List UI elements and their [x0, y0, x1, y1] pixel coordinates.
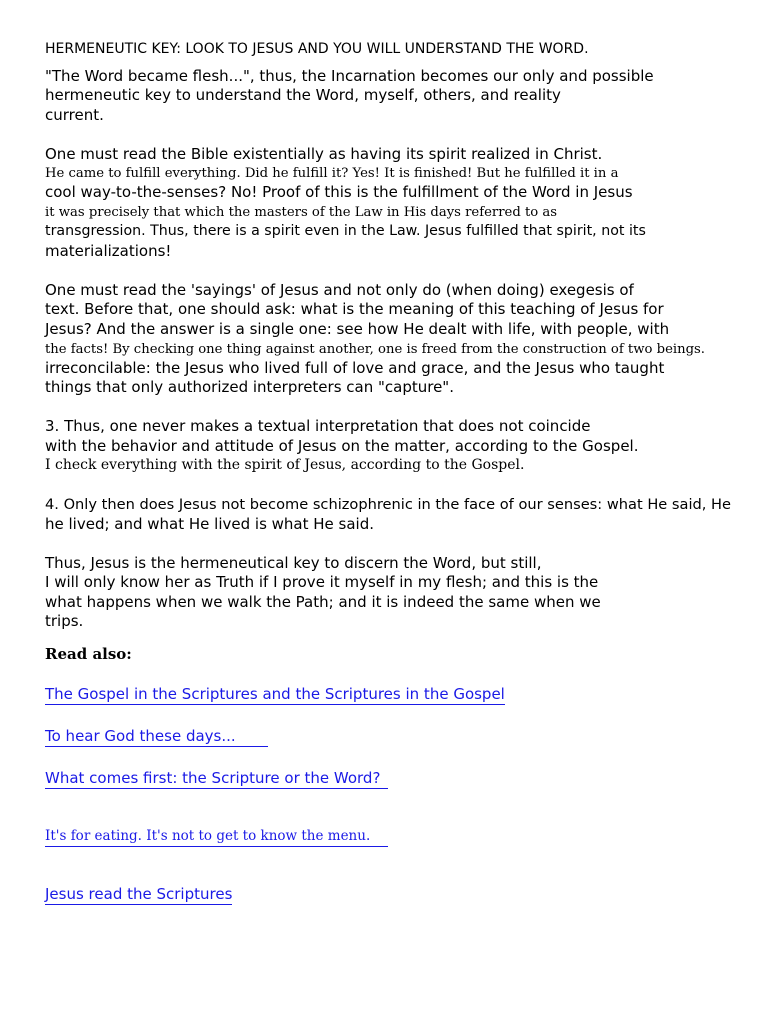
spacer [45, 789, 768, 825]
paragraph-point-4 [45, 495, 768, 534]
related-link-row [45, 884, 768, 905]
paragraph-existential-reading [45, 145, 768, 261]
spacer [45, 705, 768, 726]
link-jesus-read-scriptures[interactable]: Jesus read the Scriptures [45, 884, 233, 903]
read-also-heading: Read also: [45, 644, 132, 663]
spacer [45, 534, 768, 554]
paragraph-incarnation [45, 67, 768, 126]
link-for-eating[interactable]: It's for eating. It's not to get to know the menu. [45, 827, 388, 847]
text-line: 3. Thus, one never makes a textual interpretation that does not coincide [45, 417, 591, 436]
text-line: One must read the Bible existentially as having its spirit realized in Christ. [45, 144, 603, 163]
text-line: Thus, Jesus is the hermeneutical key to discern the Word, but still, [45, 553, 542, 572]
related-link-row [45, 768, 768, 789]
text-line: cool way-to-the-senses? No! Proof of this is the fulfillment of the Word in Jesus [45, 183, 633, 202]
text-line: it was precisely that which the masters of the Law in His days referred to as [45, 205, 558, 221]
text-line: things that only authorized interpreters can "capture". [45, 378, 454, 397]
text-line: materializations! [45, 241, 172, 260]
text-line: hermeneutic key to understand the Word, myself, others, and reality [45, 86, 561, 105]
spacer [45, 398, 768, 418]
link-hear-god[interactable]: To hear God these days... [45, 727, 268, 747]
related-link-row [45, 726, 768, 747]
paragraph-sayings-of-jesus [45, 281, 768, 398]
spacer [45, 125, 768, 145]
spacer [45, 747, 768, 768]
text-line: He came to fulfill everything. Did he fulfill it? Yes! It is finished! But he fulfilled it in a [45, 166, 619, 182]
text-line: current. [45, 105, 104, 124]
text-line: the facts! By checking one thing against another, one is freed from the construction of two beings. [45, 341, 705, 357]
text-line: Jesus? And the answer is a single one: see how He dealt with life, with people, with [45, 319, 670, 338]
text-line: with the behavior and attitude of Jesus on the matter, according to the Gospel. [45, 436, 639, 455]
text-line: "The Word became flesh...", thus, the Incarnation becomes our only and possible [45, 66, 654, 85]
text-line: I will only know her as Truth if I prove it myself in my flesh; and this is the [45, 573, 599, 592]
text-line: text. Before that, one should ask: what is the meaning of this teaching of Jesus for [45, 300, 664, 319]
related-links [45, 664, 768, 905]
link-scripture-or-word[interactable]: What comes first: the Scripture or the Word? [45, 769, 388, 789]
article-body [45, 40, 768, 905]
text-line: he lived; and what He lived is what He said. [45, 514, 375, 533]
text-line: trips. [45, 612, 84, 631]
spacer [45, 664, 768, 684]
spacer [45, 847, 768, 884]
spacer [45, 60, 768, 67]
link-gospel-in-scriptures[interactable]: The Gospel in the Scriptures and the Scriptures in the Gospel [45, 684, 505, 703]
text-line: I check everything with the spirit of Jesus, according to the Gospel. [45, 457, 525, 474]
text-line: transgression. Thus, there is a spirit even in the Law. Jesus fulfilled that spirit, not its [45, 223, 646, 240]
article-heading: HERMENEUTIC KEY: LOOK TO JESUS AND YOU WILL UNDERSTAND THE WORD. [45, 41, 589, 57]
text-line: what happens when we walk the Path; and it is indeed the same when we [45, 592, 601, 611]
related-link-row [45, 684, 768, 705]
related-link-row [45, 825, 768, 847]
spacer [45, 261, 768, 281]
text-line: One must read the 'sayings' of Jesus and not only do (when doing) exegesis of [45, 280, 634, 299]
text-line: irreconcilable: the Jesus who lived full of love and grace, and the Jesus who taught [45, 358, 665, 377]
spacer [45, 475, 768, 495]
paragraph-point-3 [45, 417, 768, 475]
paragraph-conclusion [45, 554, 768, 632]
text-line: 4. Only then does Jesus not become schizophrenic in the face of our senses: what He said, He [45, 495, 732, 513]
